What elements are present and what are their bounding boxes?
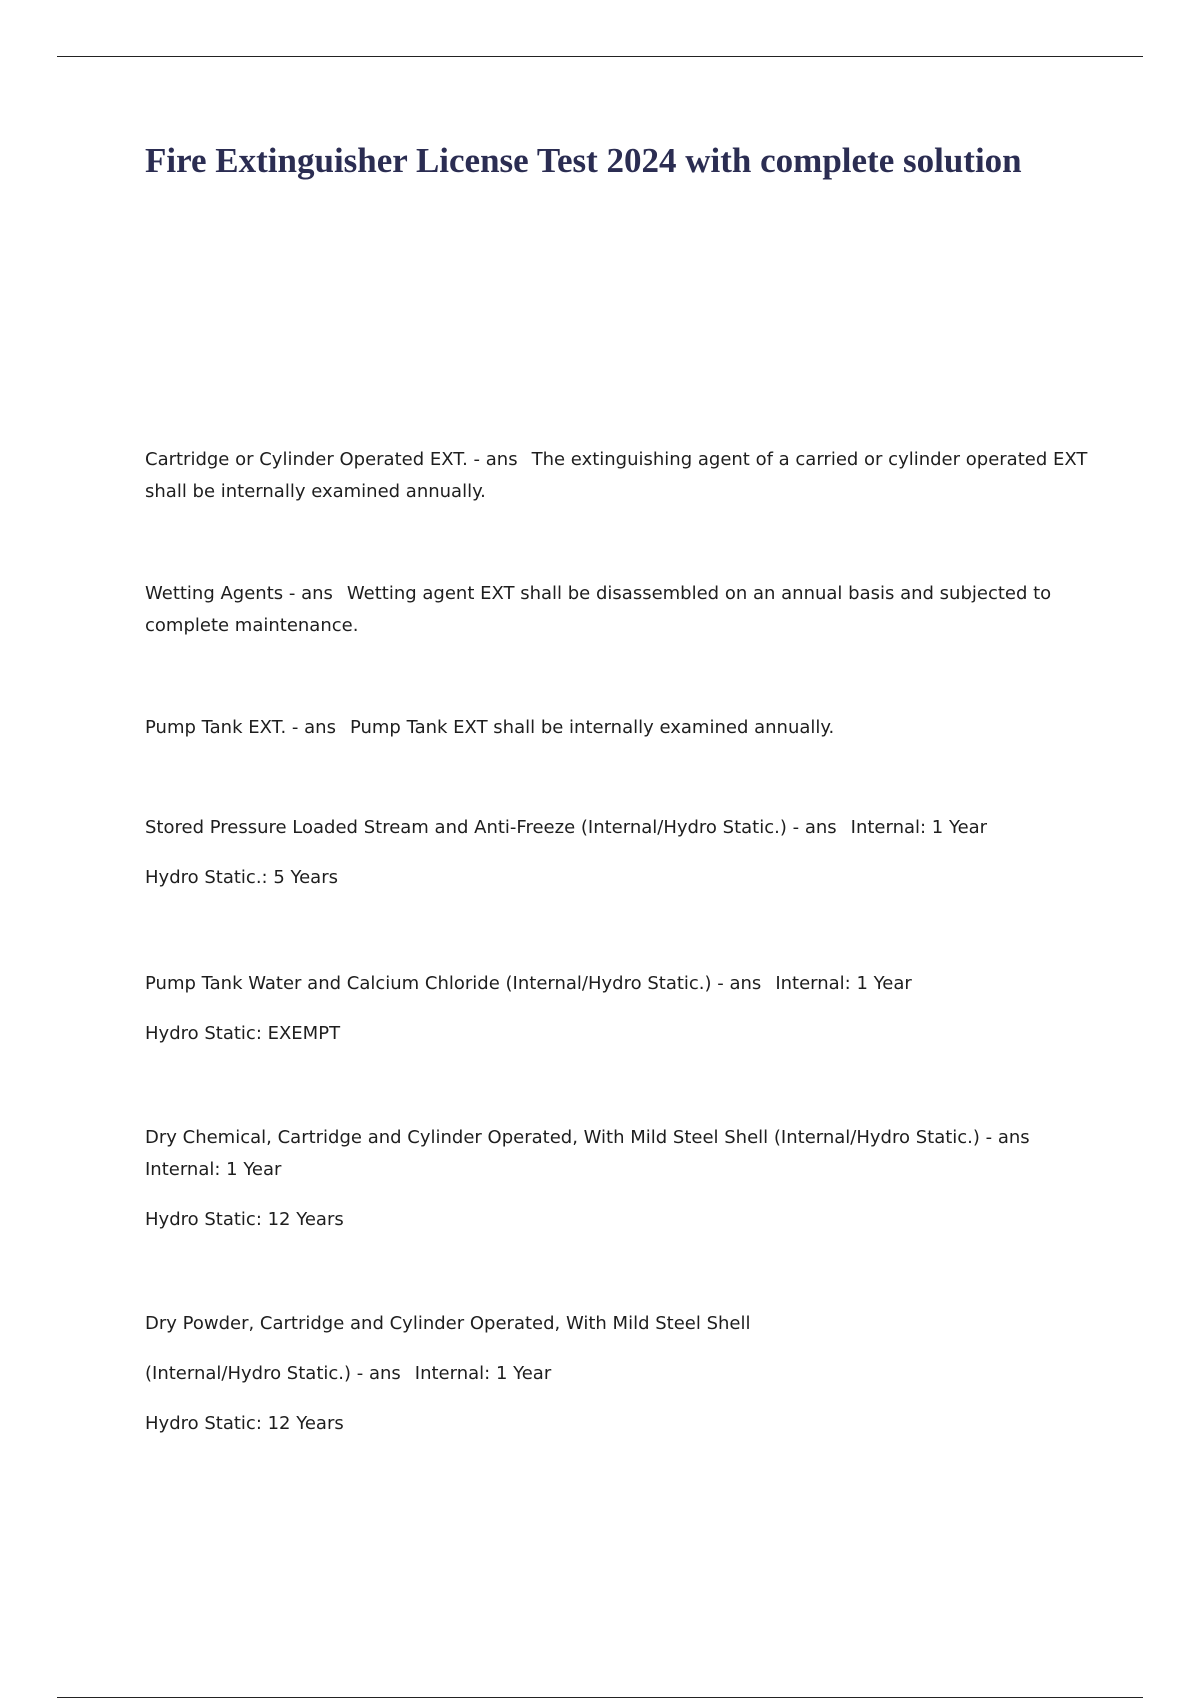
header-rule — [57, 56, 1143, 57]
question-text: Wetting Agents - ans — [145, 583, 333, 604]
document-title: Fire Extinguisher License Test 2024 with complete solution — [145, 141, 1022, 180]
answer-text: Pump Tank EXT shall be internally examined annually. — [349, 717, 835, 738]
qa-paragraph — [145, 968, 1090, 1000]
answer-text: Wetting agent EXT shall be disassembled on an annual basis and subjected to complete maintenance. — [145, 583, 1052, 636]
qa-paragraph — [145, 1122, 1090, 1186]
question-text: Dry Chemical, Cartridge and Cylinder Operated, With Mild Steel Shell (Internal/Hydro Static.) - ans — [145, 1127, 1030, 1148]
question-text: Cartridge or Cylinder Operated EXT. - ans — [145, 449, 518, 470]
answer-text: Internal: 1 Year — [850, 817, 988, 838]
qa-entry-pump-tank-water-calcium-chloride — [145, 968, 1090, 1050]
answer-extra-text: Hydro Static: 12 Years — [145, 1209, 344, 1230]
qa-entry-wetting-agents — [145, 578, 1090, 642]
qa-entry-pump-tank — [145, 712, 1090, 744]
answer-text: Internal: 1 Year — [145, 1159, 282, 1180]
question-text-line-1: Dry Powder, Cartridge and Cylinder Operated, With Mild Steel Shell — [145, 1313, 751, 1334]
answer-extra-text: Hydro Static.: 5 Years — [145, 867, 338, 888]
question-text: Stored Pressure Loaded Stream and Anti-Freeze (Internal/Hydro Static.) - ans — [145, 817, 837, 838]
qa-entry-dry-chemical — [145, 1122, 1090, 1236]
question-text: Pump Tank Water and Calcium Chloride (Internal/Hydro Static.) - ans — [145, 973, 762, 994]
answer-text: Internal: 1 Year — [414, 1363, 552, 1384]
qa-paragraph — [145, 712, 1090, 744]
answer-text: Internal: 1 Year — [775, 973, 912, 994]
qa-entry-stored-pressure — [145, 812, 1090, 894]
qa-paragraph — [145, 1358, 1090, 1390]
answer-extra-text: Hydro Static: EXEMPT — [145, 1023, 341, 1044]
footer-rule — [57, 1697, 1143, 1698]
qa-paragraph — [145, 444, 1090, 508]
question-text-line-2: (Internal/Hydro Static.) - ans — [145, 1363, 401, 1384]
answer-extra-text: Hydro Static: 12 Years — [145, 1413, 344, 1434]
qa-entry-cartridge-cylinder-operated — [145, 444, 1090, 508]
qa-entry-dry-powder — [145, 1308, 1090, 1440]
qa-paragraph — [145, 812, 1090, 844]
answer-text: The extinguishing agent of a carried or cylinder operated EXT shall be internally examined annually. — [145, 449, 1088, 502]
qa-paragraph — [145, 578, 1090, 642]
question-text: Pump Tank EXT. - ans — [145, 717, 336, 738]
